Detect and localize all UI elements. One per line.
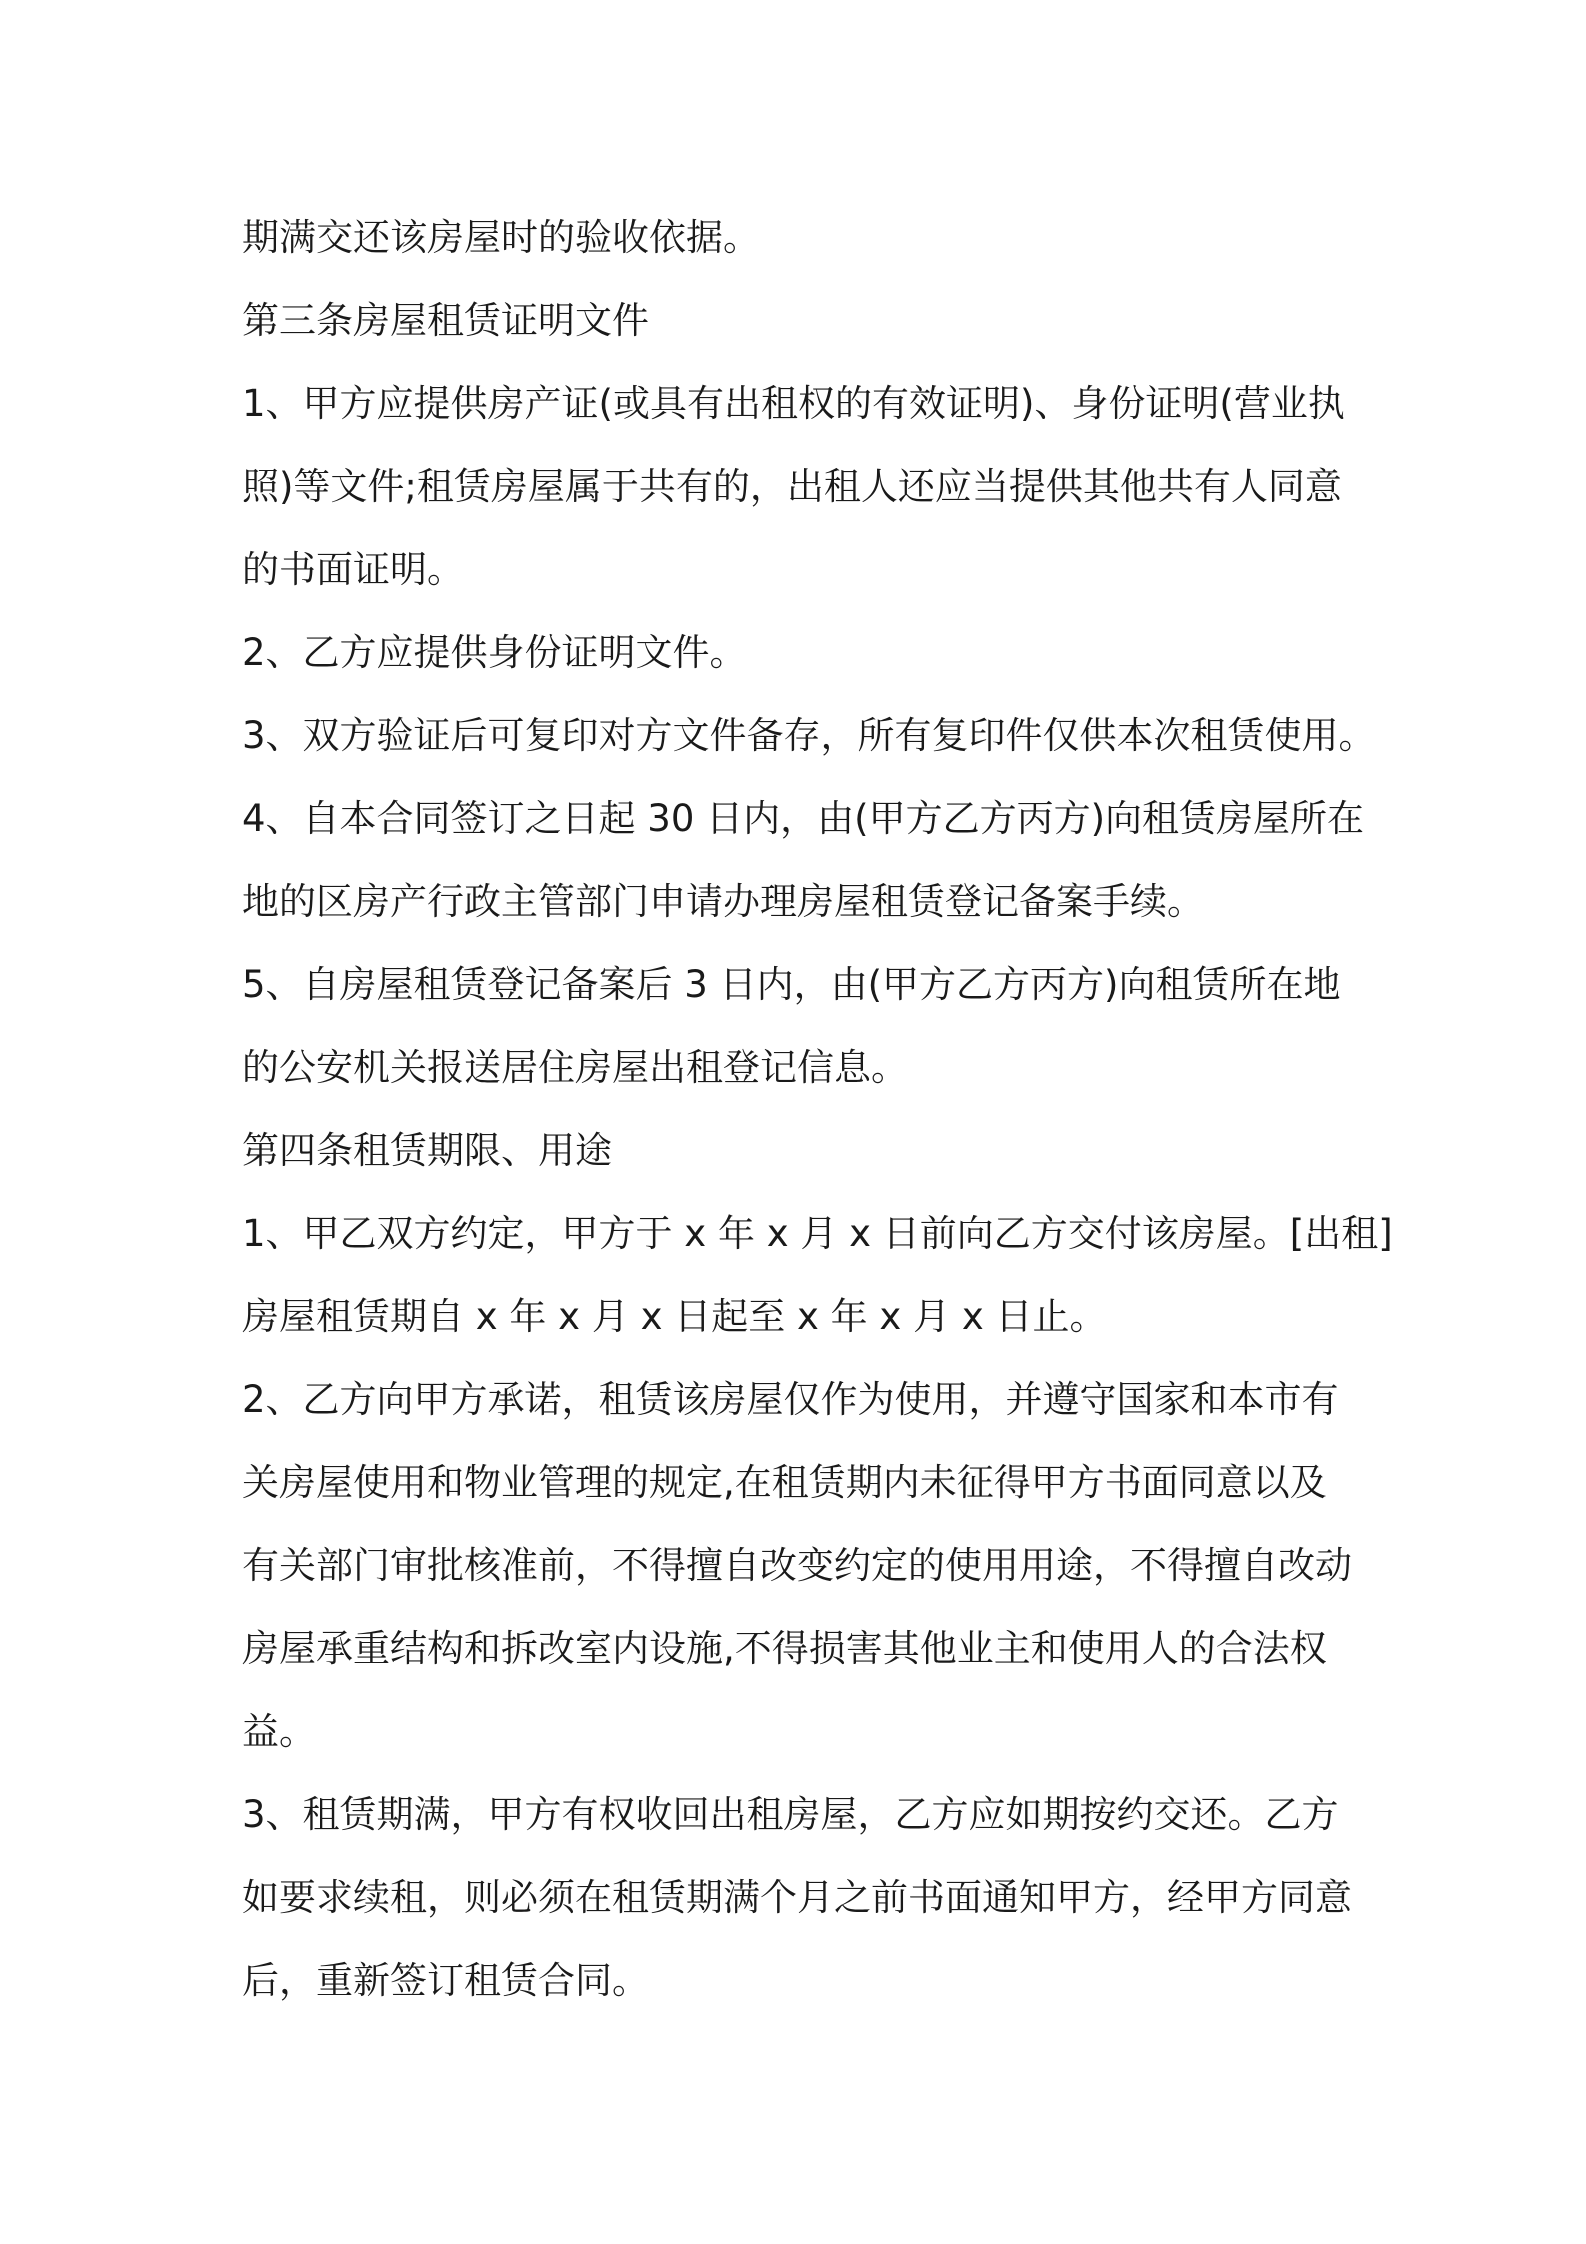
text-line: 3、双方验证后可复印对方文件备存，所有复印件仅供本次租赁使用。 bbox=[242, 714, 1376, 757]
text-line: 有关部门审批核准前，不得擅自改变约定的使用用途，不得擅自改动 bbox=[242, 1544, 1352, 1587]
text-line: 期满交还该房屋时的验收依据。 bbox=[242, 216, 760, 259]
text-line: 房屋承重结构和拆改室内设施,不得损害其他业主和使用人的合法权 bbox=[242, 1627, 1327, 1670]
text-line: 后，重新签订租赁合同。 bbox=[242, 1959, 649, 2002]
text-line: 4、自本合同签订之日起 30 日内，由(甲方乙方丙方)向租赁房屋所在 bbox=[242, 797, 1365, 840]
text-line: 的公安机关报送居住房屋出租登记信息。 bbox=[242, 1046, 908, 1089]
text-line: 2、乙方向甲方承诺，租赁该房屋仅作为使用，并遵守国家和本市有 bbox=[242, 1378, 1339, 1421]
document-body bbox=[242, 196, 1393, 2022]
text-line: 如要求续租，则必须在租赁期满个月之前书面通知甲方，经甲方同意 bbox=[242, 1876, 1352, 1919]
text-line: 3、租赁期满，甲方有权收回出租房屋，乙方应如期按约交还。乙方 bbox=[242, 1793, 1339, 1836]
text-line: 房屋租赁期自 x 年 x 月 x 日起至 x 年 x 月 x 日止。 bbox=[242, 1295, 1107, 1338]
text-line: 关房屋使用和物业管理的规定,在租赁期内未征得甲方书面同意以及 bbox=[242, 1461, 1327, 1504]
text-line: 地的区房产行政主管部门申请办理房屋租赁登记备案手续。 bbox=[242, 880, 1204, 923]
text-line: 1、甲乙双方约定，甲方于 x 年 x 月 x 日前向乙方交付该房屋。[出租] bbox=[242, 1212, 1393, 1255]
section-heading: 第三条房屋租赁证明文件 bbox=[242, 299, 649, 342]
text-line: 2、乙方应提供身份证明文件。 bbox=[242, 631, 747, 674]
section-heading: 第四条租赁期限、用途 bbox=[242, 1129, 612, 1172]
text-line: 益。 bbox=[242, 1710, 316, 1753]
text-line: 5、自房屋租赁登记备案后 3 日内，由(甲方乙方丙方)向租赁所在地 bbox=[242, 963, 1341, 1006]
text-line: 照)等文件;租赁房屋属于共有的，出租人还应当提供其他共有人同意 bbox=[242, 465, 1342, 508]
text-line: 1、甲方应提供房产证(或具有出租权的有效证明)、身份证明(营业执 bbox=[242, 382, 1345, 425]
text-line: 的书面证明。 bbox=[242, 548, 464, 591]
